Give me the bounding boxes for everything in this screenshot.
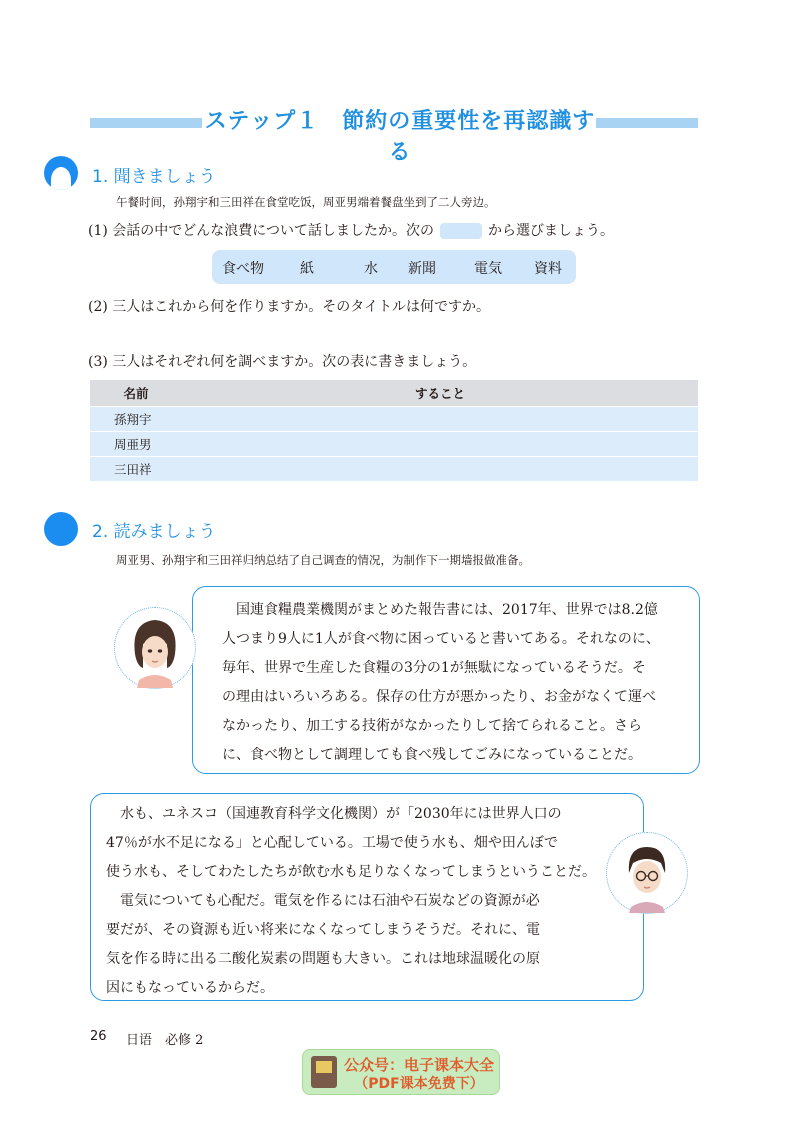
- bubble-2-line: 要だが、その資源も近い将来になくなってしまうそうだ。それに、電: [106, 922, 540, 938]
- choices-box: [212, 250, 576, 284]
- row-name: 三田祥: [90, 457, 182, 482]
- book-title: 日语 必修 2: [126, 1033, 204, 1048]
- bubble-1-text: [222, 596, 688, 770]
- answer-cell[interactable]: [182, 432, 698, 457]
- question-3: (3) 三人はそれぞれ何を調べますか。次の表に書きましょう。: [88, 354, 477, 370]
- choice-item: 資料: [534, 261, 562, 277]
- bubble-1-line: 人つまり9人に1人が食べ物に困っていると書いてある。それなのに、: [222, 631, 660, 647]
- choice-box-marker: [440, 223, 482, 239]
- bubble-1-line: の理由はいろいろある。保存の仕方が悪かったり、お金がなくて運べ: [222, 689, 656, 705]
- bubble-2-text: [106, 800, 626, 1003]
- header-name: 名前: [90, 380, 182, 407]
- page-number: 26: [90, 1029, 107, 1044]
- section2-title: 2. 読みましょう: [92, 522, 216, 542]
- choice-item: 新聞: [408, 261, 436, 277]
- bubble-2-line: 電気についても心配だ。電気を作るには石油や石炭などの資源が必: [106, 893, 540, 909]
- bubble-2-line: 気を作る時に出る二酸化炭素の問題も大きい。これは地球温暖化の原: [106, 951, 540, 967]
- choice-item: 紙: [300, 261, 314, 277]
- answer-cell[interactable]: [182, 407, 698, 432]
- book-icon: [311, 1056, 337, 1088]
- question-1: [88, 220, 614, 240]
- bubble-2-line: 因にもなっているからだ。: [106, 980, 274, 996]
- step-bar-right: [596, 118, 698, 128]
- table-header: [90, 380, 698, 407]
- row-name: 周亜男: [90, 432, 182, 457]
- watermark-line-1: 公众号：电子课本大全: [343, 1056, 494, 1074]
- bubble-2-line: 47％が水不足になる」と心配している。工場で使う水も、畑や田んぼで: [106, 835, 558, 851]
- choice-item: 電気: [474, 261, 502, 277]
- bubble-1-line: に、食べ物として調理しても食べ残してごみになっていることだ。: [222, 747, 642, 763]
- section2-intro: 周亚男、孙翔宇和三田祥归纳总结了自己调查的情况，为制作下一期墙报做准备。: [116, 553, 530, 567]
- section1-title: 1. 聞きましょう: [92, 167, 216, 187]
- header-task: すること: [182, 380, 698, 407]
- answer-table: [90, 380, 698, 482]
- bubble-2-line: 水も、ユネスコ（国連教育科学文化機関）が「2030年には世界人口の: [106, 806, 562, 822]
- step-title: ステップ１ 節約の重要性を再認識する: [204, 108, 596, 165]
- answer-cell[interactable]: [182, 457, 698, 482]
- question-1-text-after: から選びましょう。: [488, 223, 614, 239]
- bubble-1-line: なかったり、加工する技術がなかったりして捨てられること。さら: [222, 718, 642, 734]
- section1-intro: 午餐时间，孙翔宇和三田祥在食堂吃饭，周亚男端着餐盘坐到了二人旁边。: [116, 195, 496, 209]
- question-1-text-before: (1) 会話の中でどんな浪費について話しましたか。次の: [88, 223, 434, 239]
- table-row: [90, 432, 698, 457]
- watermark-line-2: （PDF课本免费下）: [354, 1076, 484, 1092]
- bubble-1-line: 国連食糧農業機関がまとめた報告書には、2017年、世界では8.2億: [222, 602, 658, 618]
- step-bar-left: [90, 118, 202, 128]
- choice-item: 水: [364, 261, 378, 277]
- section1-circle-icon: [44, 156, 78, 190]
- bubble-1-line: 毎年、世界で生産した食糧の3分の1が無駄になっているそうだ。そ: [222, 660, 646, 676]
- choice-item: 食べ物: [222, 261, 264, 277]
- section2-circle-icon: [44, 512, 78, 546]
- row-name: 孫翔宇: [90, 407, 182, 432]
- female-face-icon: [115, 608, 195, 688]
- female-student-avatar: [114, 607, 196, 689]
- watermark-banner: [302, 1049, 500, 1095]
- table-row: [90, 457, 698, 482]
- table-row: [90, 407, 698, 432]
- bubble-2-line: 使う水も、そしてわたしたちが飲む水も足りなくなってしまうということだ。: [106, 864, 596, 880]
- question-2: (2) 三人はこれから何を作りますか。そのタイトルは何ですか。: [88, 299, 490, 315]
